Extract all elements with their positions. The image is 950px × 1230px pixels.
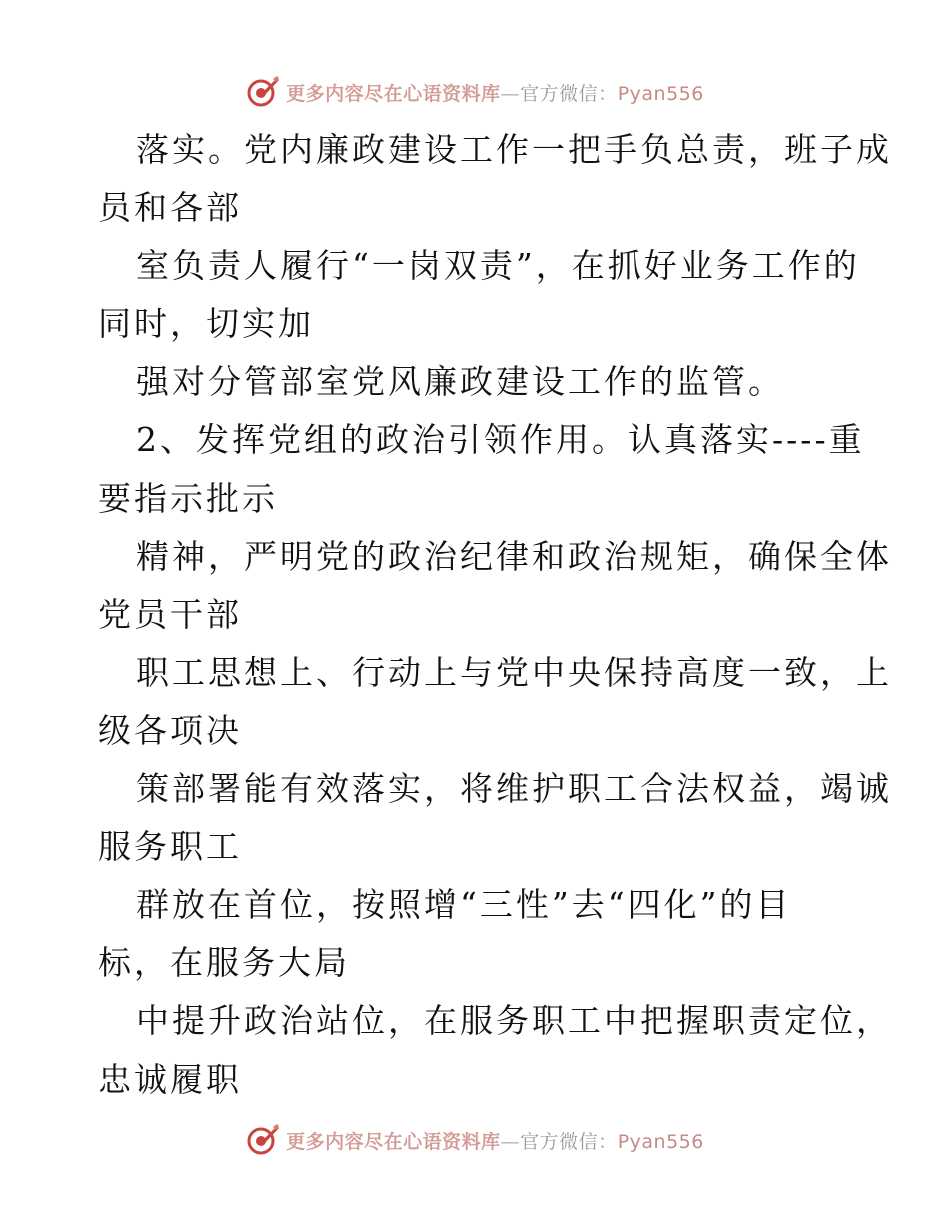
text-line: 精神，严明党的政治纪律和政治规矩，确保全体 [136,536,892,576]
text-line: 2、发挥党组的政治引领作用。认真落实----重 [136,420,865,460]
text-line: 员和各部 [98,188,242,228]
text-line: 中提升政治站位，在服务职工中把握职责定位， [136,1001,892,1041]
text-line: 群放在首位，按照增“三性”去“四化”的目 [136,885,792,925]
header-watermark [0,72,950,112]
quill-logo-icon [246,75,280,109]
text-line: 党员干部 [98,594,242,634]
watermark-main-text: 更多内容尽在心语资料库 [286,82,501,105]
text-line: 策部署能有效落实，将维护职工合法权益，竭诚 [136,769,892,809]
text-line: 落实。党内廉政建设工作一把手负总责，班子成 [136,130,892,169]
watermark-wechat-label: 官方微信： [520,82,618,105]
text-line: 标，在服务大局 [98,943,350,983]
watermark-dash: — [500,1130,521,1153]
watermark-wechat-label: 官方微信： [520,1130,618,1153]
text-line: 室负责人履行“一岗双责”，在抓好业务工作的 [136,246,860,286]
document-body [98,121,892,1109]
watermark-wechat-id: Pyan556 [617,1130,704,1153]
text-line: 要指示批示 [98,478,278,518]
watermark-dash: — [500,82,521,105]
footer-watermark [0,1120,950,1160]
watermark-main-text: 更多内容尽在心语资料库 [286,1130,501,1153]
text-line: 职工思想上、行动上与党中央保持高度一致，上 [136,652,892,692]
watermark-wechat-id: Pyan556 [617,82,704,105]
text-line: 同时，切实加 [98,304,314,344]
text-line: 级各项决 [98,710,242,750]
text-line: 强对分管部室党风廉政建设工作的监管。 [136,362,784,402]
quill-logo-icon [246,1123,280,1157]
text-line: 服务职工 [98,827,242,867]
text-line: 忠诚履职 [98,1059,242,1099]
